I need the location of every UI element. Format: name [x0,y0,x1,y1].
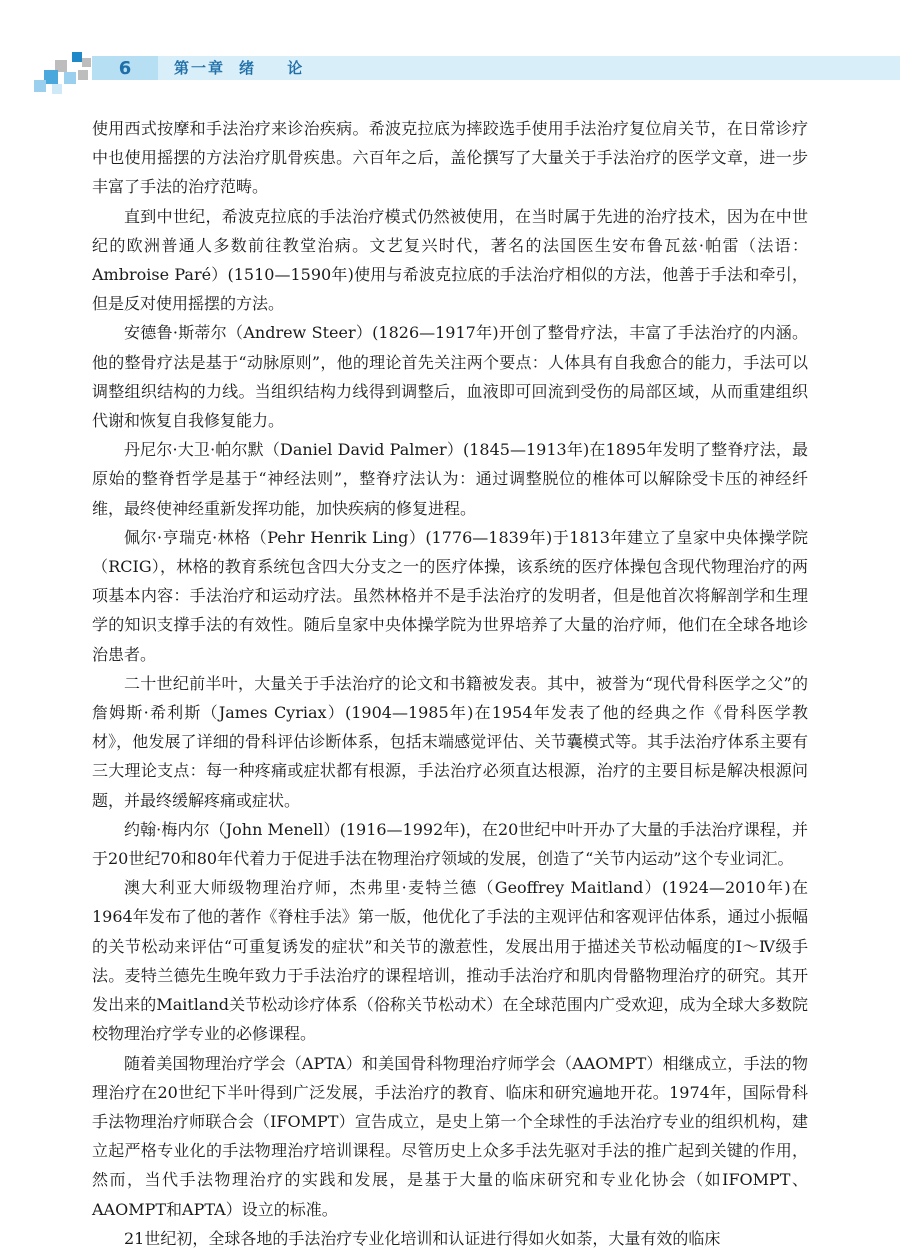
paragraph: 二十世纪前半叶，大量关于手法治疗的论文和书籍被发表。其中，被誉为“现代骨科医学之父”的詹姆斯·希利斯（James Cyriax）(1904—1985年)在1954年发表了他的经典之作《骨科医学教材》，他发展了详细的骨科评估诊断体系，包括末端感觉评估、关节囊模式等。其手法治疗体系主要有三大理论支点：每一种疼痛或症状都有根源，手法治疗必须直达根源，治疗的主要目标是解决根源问题，并最终缓解疼痛或症状。 [92,673,808,810]
decorative-square [78,70,88,80]
decorative-square [52,84,62,94]
paragraph: 使用西式按摩和手法治疗来诊治疾病。希波克拉底为摔跤选手使用手法治疗复位肩关节，在日常诊疗中也使用摇摆的方法治疗肌骨疾患。六百年之后，盖伦撰写了大量关于手法治疗的医学文章，进一步丰富了手法的治疗范畴。 [92,119,808,197]
decorative-square [44,70,58,84]
decorative-square [72,52,82,62]
decorative-square [82,58,91,67]
paragraph: 21世纪初，全球各地的手法治疗专业化培训和认证进行得如火如荼，大量有效的临床 [124,1228,721,1248]
paragraph: 约翰·梅内尔（John Menell）(1916—1992年)，在20世纪中叶开办了大量的手法治疗课程，并于20世纪70和80年代着力于促进手法在物理治疗领域的发展，创造了“关节内运动”这个专业词汇。 [92,819,808,869]
paragraph: 澳大利亚大师级物理治疗师，杰弗里·麦特兰德（Geoffrey Maitland）(1924—2010年)在1964年发布了他的著作《脊柱手法》第一版，他优化了手法的主观评估和客观评估体系，通过小振幅的关节松动来评估“可重复诱发的症状”和关节的激惹性，发展出用于描述关节松动幅度的Ⅰ～Ⅳ级手法。麦特兰德先生晚年致力于手法治疗的课程培训，推动手法治疗和肌肉骨骼物理治疗的研究。其开发出来的Maitland关节松动诊疗体系（俗称关节松动术）在全球范围内广受欢迎，成为全球大多数院校物理治疗学专业的必修课程。 [92,878,808,1044]
paragraph: 随着美国物理治疗学会（APTA）和美国骨科物理治疗师学会（AAOMPT）相继成立，手法的物理治疗在20世纪下半叶得到广泛发展，手法治疗的教育、临床和研究遍地开花。1974年，国际骨科手法物理治疗师联合会（IFOMPT）宣告成立，是史上第一个全球性的手法治疗专业的组织机构，建立起严格专业化的手法物理治疗培训课程。尽管历史上众多手法先驱对手法的推广起到关键的作用，然而，当代手法物理治疗的实践和发展，是基于大量的临床研究和专业化协会（如IFOMPT、AAOMPT和APTA）设立的标准。 [92,1053,808,1219]
paragraph: 丹尼尔·大卫·帕尔默（Daniel David Palmer）(1845—1913年)在1895年发明了整脊疗法，最原始的整脊哲学是基于“神经法则”，整脊疗法认为：通过调整脱位的椎体可以解除受卡压的神经纤维，最终使神经重新发挥功能，加快疾病的修复进程。 [92,440,808,518]
paragraph: 直到中世纪，希波克拉底的手法治疗模式仍然被使用，在当时属于先进的治疗技术，因为在中世纪的欧洲普通人多数前往教堂治病。文艺复兴时代，著名的法国医生安布鲁瓦兹·帕雷（法语：Ambroise Paré）(1510—1590年)使用与希波克拉底的手法治疗相似的方法，他善于手法和牵引，但是反对使用摇摆的方法。 [92,206,808,314]
page-header [0,0,900,110]
chapter-title: 绪 论 [239,59,317,77]
page-number: 6 [92,56,158,80]
body-text [92,114,808,1253]
paragraph: 安德鲁·斯蒂尔（Andrew Steer）(1826—1917年)开创了整骨疗法，丰富了手法治疗的内涵。他的整骨疗法是基于“动脉原则”，他的理论首先关注两个要点：人体具有自我愈合的能力，手法可以调整组织结构的力线。当组织结构力线得到调整后，血液即可回流到受伤的局部区域，从而重建组织代谢和恢复自我修复能力。 [92,323,808,431]
chapter-heading [174,57,316,79]
paragraph: 佩尔·亨瑞克·林格（Pehr Henrik Ling）(1776—1839年)于1813年建立了皇家中央体操学院（RCIG），林格的教育系统包含四大分支之一的医疗体操，该系统的医疗体操包含现代物理治疗的两项基本内容：手法治疗和运动疗法。虽然林格并不是手法治疗的发明者，但是他首次将解剖学和生理学的知识支撑手法的有效性。随后皇家中央体操学院为世界培养了大量的治疗师，他们在全球各地诊治患者。 [92,527,808,664]
chapter-label: 第一章 [174,59,226,77]
decorative-square [34,80,46,92]
decorative-square [64,72,76,84]
